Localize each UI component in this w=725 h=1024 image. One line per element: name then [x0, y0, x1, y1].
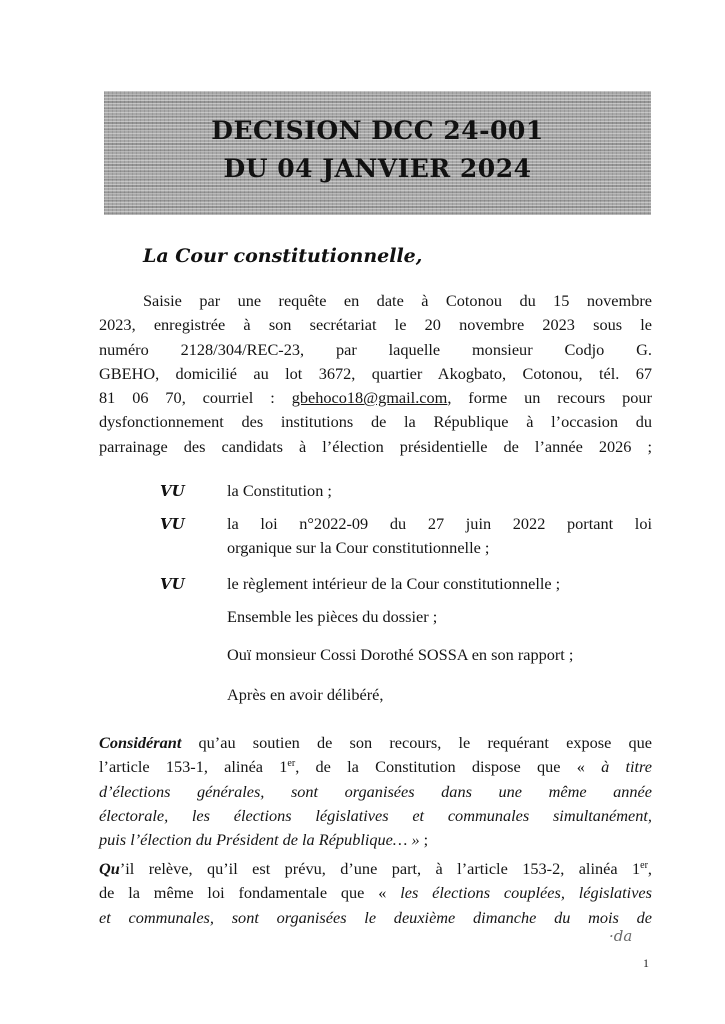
- decision-title-line-1: DECISION DCC 24-001: [211, 116, 544, 145]
- vu-text-reglement: le règlement intérieur de la Cour constitutionnelle ;: [227, 574, 561, 593]
- ensemble-pieces: Ensemble les pièces du dossier ;: [227, 607, 438, 626]
- considerant-line-3: d’élections générales, sont organisées dans une même année: [99, 781, 652, 801]
- saisine-paragraph: [99, 289, 652, 459]
- qu-line-2: de la même loi fondamentale que « les élections couplées, législatives: [99, 883, 652, 903]
- saisine-line-2: 2023, enregistrée à son secrétariat le 20 novembre 2023 sous le: [99, 315, 652, 335]
- handwritten-initials: ·da: [609, 927, 633, 945]
- decision-title-box: [104, 91, 651, 215]
- considerant-paragraph: [99, 731, 652, 852]
- saisine-line-7: parrainage des candidats à l’élection présidentielle de l’année 2026 ;: [99, 436, 652, 456]
- saisine-line-1: Saisie par une requête en date à Cotonou du 15 novembre: [143, 291, 652, 310]
- vu-label-reglement: VU: [160, 575, 185, 593]
- considerant-line-5: puis l’élection du Président de la République… » ;: [99, 830, 429, 850]
- considerant-line-2: l’article 153-1, alinéa 1er, de la Constitution dispose que « à titre: [99, 757, 652, 777]
- qu-line-3: et communales, sont organisées le deuxième dimanche du mois de: [99, 907, 652, 927]
- page-number: 1: [643, 956, 649, 970]
- considerant-lead: Considérant: [99, 733, 182, 752]
- qu-paragraph: [99, 857, 652, 930]
- saisine-line-3: numéro 2128/304/REC-23, par laquelle monsieur Codjo G.: [99, 339, 652, 359]
- qu-lead: Qu: [99, 859, 120, 878]
- apres-deliberation: Après en avoir délibéré,: [227, 685, 384, 704]
- vu-text-loi-organique: la loi n°2022-09 du 27 juin 2022 portant loi organique sur la Cour constitutionnelle ;: [227, 514, 652, 558]
- vu-label-loi-organique: VU: [160, 515, 185, 533]
- decision-title-line-2: DU 04 JANVIER 2024: [223, 154, 532, 183]
- saisine-line-6: dysfonctionnement des institutions de la République à l’occasion du: [99, 412, 652, 432]
- email-address: gbehoco18@gmail.com: [291, 388, 448, 408]
- court-heading: La Cour constitutionnelle,: [143, 245, 423, 267]
- considerant-line-4: électorale, les élections législatives et communales simultanément,: [99, 805, 652, 825]
- saisine-line-4: GBEHO, domicilié au lot 3672, quartier Akogbato, Cotonou, tél. 67: [99, 363, 652, 383]
- vu-text-constitution: la Constitution ;: [227, 481, 332, 500]
- qu-line-1: Qu’il relève, qu’il est prévu, d’une part, à l’article 153-2, alinéa 1er,: [99, 859, 652, 878]
- oui-rapporteur: Ouï monsieur Cossi Dorothé SOSSA en son rapport ;: [227, 645, 574, 664]
- saisine-line-5: 81 06 70, courriel : gbehoco18@gmail.com, forme un recours pour: [99, 388, 652, 408]
- vu-label-constitution: VU: [160, 482, 185, 500]
- considerant-line-1: Considérant qu’au soutien de son recours, le requérant expose que: [99, 733, 652, 752]
